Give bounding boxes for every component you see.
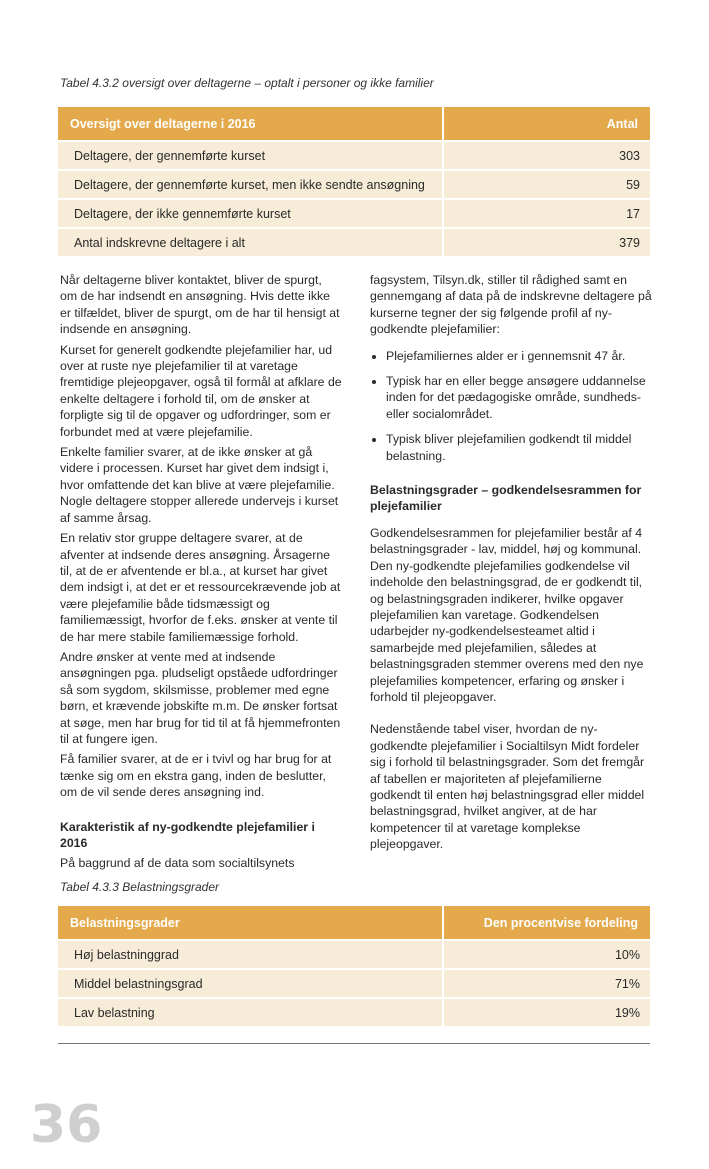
footer-divider (58, 1043, 650, 1044)
paragraph: fagsystem, Tilsyn.dk, stiller til rådighed samt en gennemgang af data på de indskrevne deltagere på kurserne tegner der sig følgende profil af ny-godkendte plejefamilier: (370, 273, 652, 337)
table2-caption: Tabel 4.3.3 Belastningsgrader (60, 880, 219, 894)
table-row (58, 198, 650, 227)
table1-row-label: Antal indskrevne deltagere i alt (58, 227, 442, 256)
table1-caption: Tabel 4.3.2 oversigt over deltagerne – optalt i personer og ikke familier (60, 76, 434, 90)
section-heading: Belastningsgrader – godkendelsesrammen for plejefamilier (370, 483, 642, 514)
table-row (58, 140, 650, 169)
paragraph: På baggrund af de data som socialtilsynets (60, 856, 295, 871)
table2-row-label: Høj belastninggrad (58, 939, 442, 968)
left-column (60, 272, 342, 876)
load-grades-table (58, 906, 650, 1026)
table2-row-value: 19% (442, 997, 650, 1026)
table2-row-label: Lav belastning (58, 997, 442, 1026)
paragraph: Få familier svarer, at de er i tvivl og har brug for at tænke sig om en ekstra gang, inden de beslutter, om de vil sende deres ansøgning ind. (60, 752, 332, 800)
profile-list (370, 348, 652, 464)
paragraph: Godkendelsesrammen for plejefamilier består af 4 belastningsgrader - lav, middel, høj og kommunal. Den ny-godkendte plejefamilies godkendelse vil indeholde den belastningsgrad, de er godkendt til, og belastningsgraden indikerer, hvilke opgaver plejefamilien kan varetage. Godkendelsen udarbejder ny-godkendelsesteamet altid i samarbejde med plejefamilien, således at belastningsgraden stemmer overens med den nye plejefamilies kompetencer, erfaring og ønsker i forhold til plejeopgaver. (370, 525, 644, 704)
table1-row-value: 303 (442, 140, 650, 169)
table1-header-count: Antal (442, 107, 650, 140)
paragraph: Nedenstående tabel viser, hvordan de ny-godkendte plejefamilier i Socialtilsyn Midt fordeler sig i forhold til belastningsgrader. Som det fremgår af tabellen er majoriteten af plejefamilierne godkendt til enten høj belastningsgrad eller middel belastningsgrad, hvilket angiver, at de har kompetencer til at varetage komplekse plejeopgaver. (370, 722, 645, 852)
table2-row-value: 10% (442, 939, 650, 968)
table-row (58, 997, 650, 1026)
right-column (370, 272, 652, 857)
table1-row-value: 379 (442, 227, 650, 256)
table1-row-label: Deltagere, der ikke gennemførte kurset (58, 198, 442, 227)
section-heading: Karakteristik af ny-godkendte plejefamilier i 2016 (60, 819, 315, 850)
table-row (58, 227, 650, 256)
paragraph: Kurset for generelt godkendte plejefamilier har, ud over at ruste nye plejefamilier til at varetage fremtidige plejeopgaver, også til formål at afklare de enkelte deltagere i forhold til, om de ønsker at forpligte sig til de opgaver og udfordringer, som er forbundet med at være plejefamilie. (60, 342, 342, 439)
list-item: • Plejefamiliernes alder er i gennemsnit 47 år. (386, 348, 652, 364)
participants-table (58, 107, 650, 256)
page-number: 36 (30, 1095, 103, 1155)
table2-header-grade: Belastningsgrader (58, 906, 442, 939)
table-row (58, 939, 650, 968)
table2-row-label: Middel belastningsgrad (58, 968, 442, 997)
table1-row-value: 59 (442, 169, 650, 198)
table-row (58, 968, 650, 997)
paragraph: Andre ønsker at vente med at indsende ansøgningen pga. pludseligt opståede udfordringer så som sygdom, skilsmisse, problemer med egne børn, et krævende jobskifte m.m. De ønsker fortsat at søge, men har brug for tid til at få hjemmefronten til at fungere igen. (60, 649, 341, 746)
table1-header-overview: Oversigt over deltagerne i 2016 (58, 107, 442, 140)
table2-row-value: 71% (442, 968, 650, 997)
paragraph: En relativ stor gruppe deltagere svarer, at de afventer at indsende deres ansøgning. Årsagerne til, at de er afventende er bl.a., at kurset har givet dem indsigt i, at det er et ressourcekrævende job at være plejefamilie både tidsmæssigt og familiemæssigt, hvorfor de f.eks. ønsker at vente til de har mere stabile familiemæssige forhold. (60, 531, 341, 644)
list-item: • Typisk har en eller begge ansøgere uddannelse inden for det pædagogiske område, sundheds- eller socialområdet. (386, 373, 652, 422)
paragraph: Når deltagerne bliver kontaktet, bliver de spurgt, om de har indsendt en ansøgning. Hvis dette ikke er tilfældet, bliver de spurgt, om de har til hensigt at indsende en ansøgning. (60, 273, 340, 337)
table1-row-label: Deltagere, der gennemførte kurset, men ikke sendte ansøgning (58, 169, 442, 198)
table1-row-label: Deltagere, der gennemførte kurset (58, 140, 442, 169)
table2-header-distribution: Den procentvise fordeling (442, 906, 650, 939)
paragraph: Enkelte familier svarer, at de ikke ønsker at gå videre i processen. Kurset har givet dem indsigt i, hvor omfattende det kan blive at være plejefamilie. Nogle deltagere stopper allerede undervejs i kurset af samme årsag. (60, 445, 339, 525)
list-item: • Typisk bliver plejefamilien godkendt til middel belastning. (386, 431, 652, 464)
table-row (58, 169, 650, 198)
table1-row-value: 17 (442, 198, 650, 227)
